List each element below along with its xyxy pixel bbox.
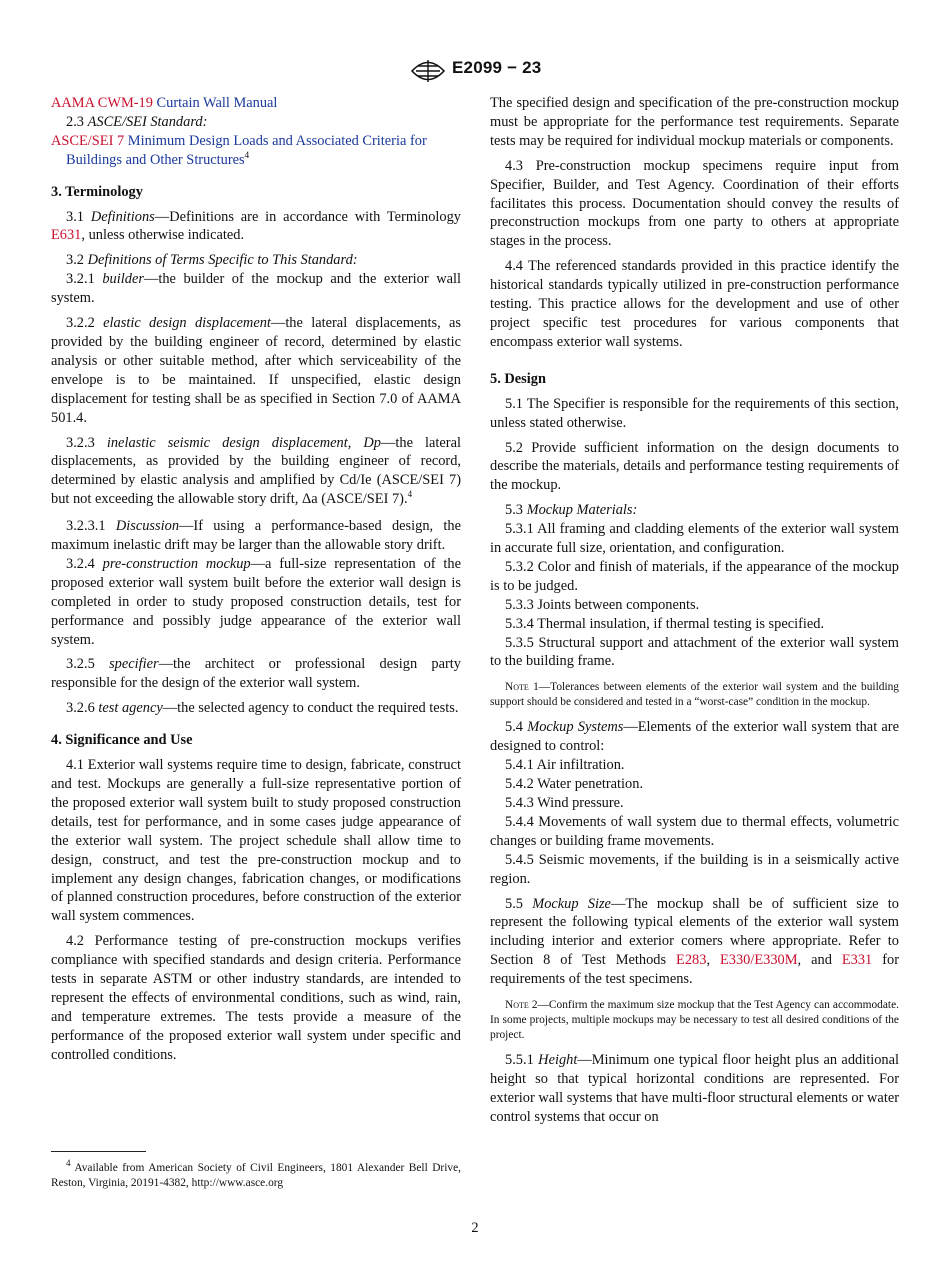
section-heading-design: 5. Design — [490, 370, 546, 387]
footnote: $^4$ Available from American Society of Civil Engineers, 1801 Alexander Bell Drive, Reston, Virginia, 20191-4382, http://www.asce.org — [51, 1158, 461, 1189]
reference-title-link[interactable]: Minimum Design Loads and Associated Criteria for Buildings and Other Structures — [66, 132, 427, 168]
paragraph-3-2: 3.2 Definitions of Terms Specific to This Standard: — [66, 252, 358, 269]
paragraph-3-2-6: 3.2.6 test agency—the selected agency to conduct the required tests. — [66, 700, 459, 717]
paragraph-5-3-1: 5.3.1 All framing and cladding elements of the exterior wall system in accurate full size, orientation, and configuration. — [490, 521, 899, 557]
link-e331[interactable]: E331 — [841, 952, 873, 969]
paragraph-4-4: 4.4 The referenced standards provided in this practice identify the historical standards typically utilized in pre-construction performance testing. This practice allows for the development and use of other project specific test procedures for various components that encompass exterior wall systems. — [490, 258, 899, 350]
paragraph-5-4-2: 5.4.2 Water penetration. — [505, 776, 644, 793]
page-header — [0, 56, 950, 86]
paragraph-5-4-5: 5.4.5 Seismic movements, if the building is in a seismically active region. — [490, 851, 899, 887]
footnote-divider — [51, 1151, 146, 1152]
paragraph-5-3: 5.3 Mockup Materials: — [505, 502, 638, 519]
paragraph-4-3: 4.3 Pre-construction mockup specimens require input from Specifier, Builder, and Test Agency. Coordination of their efforts facilitates this process. Documentation should convey the results of preconstruction mockups from one party to others at appropriate stages in the process. — [490, 157, 899, 250]
paragraph-4-1: 4.1 Exterior wall systems require time to design, fabricate, construct and test. Mockups are generally a full-size representative portion of the proposed exterior wall system built to study proposed construction details, test for performance, and in some cases judge appearance of the exterior wall system. The project schedule shall allow time to design, construct, and test the pre-construction mockup and to implement any design changes, fabrication changes, or modifications of planned construction procedures, before construction of the exterior wall system commences. — [51, 757, 461, 925]
reference-asce-sei-7 — [51, 132, 461, 170]
paragraph-5-3-5: 5.3.5 Structural support and attachment of the exterior wall system to the building frame. — [490, 634, 899, 670]
paragraph-3-2-3: 3.2.3 inelastic seismic design displacement, Dp—the lateral displacements, as provided by the building engineer of record, determined by elastic analysis and amplified by Cd/Ie (ASCE/SEI 7) but not exceeding the allowable story drift, Δa (ASCE/SEI 7).$^4$ — [51, 434, 461, 508]
paragraph-5-4-1: 5.4.1 Air infiltration. — [505, 757, 625, 774]
paragraph-4-2-continued: The specified design and specification of the pre-construction mockup must be appropriate for the performance test requirements. Separate tests may be required for individual mockup materials or components. — [490, 95, 899, 149]
left-column — [51, 94, 461, 1065]
footnote-mark: 4 — [244, 149, 250, 160]
paragraph-3-2-3-1: 3.2.3.1 Discussion—If using a performance-based design, the maximum inelastic drift may be larger than the allowable story drift. — [51, 518, 461, 554]
paragraph-3-2-5: 3.2.5 specifier—the architect or professional design party responsible for the design of the exterior wall system. — [51, 656, 461, 692]
paragraph-5-3-2: 5.3.2 Color and finish of materials, if the appearance of the mockup is to be judged. — [490, 558, 899, 594]
page-number: 2 — [471, 1220, 479, 1236]
right-column — [490, 94, 899, 1127]
paragraph-4-2: 4.2 Performance testing of pre-construction mockups verifies compliance with specified standards and design criteria. Performance tests in separate ASTM or other industry standards, are intended to represent the effects of environmental conditions, such as wind, rain, and temperature extremes. The tests provide a measure of the performance of the proposed exterior wall system under specific and controlled conditions. — [51, 933, 461, 1063]
link-e330-e330m[interactable]: E330/E330M — [720, 952, 798, 969]
paragraph-5-2: 5.2 Provide sufficient information on the design documents to describe the materials, details and performance testing requirements of the mockup. — [490, 439, 899, 494]
paragraph-5-4-3: 5.4.3 Wind pressure. — [505, 795, 624, 811]
paragraph-3-1: 3.1 Definitions—Definitions are in accordance with Terminology E631, unless otherwise indicated. — [51, 208, 462, 244]
paragraph-3-2-2: 3.2.2 elastic design displacement—the lateral displacements, as provided by the building engineer of record, determined by elastic analysis or other suitable method, after which serviceability of the envelope is to be maintained. If unspecified, elastic design displacement for testing shall be as specified in Section 7.0 of AAMA 501.4. — [51, 315, 462, 426]
paragraph-5-1: 5.1 The Specifier is responsible for the requirements of this section, unless stated otherwise. — [490, 395, 899, 431]
link-e631[interactable]: E631 — [51, 227, 82, 244]
reference-code-link[interactable]: ASCE/SEI 7 — [51, 132, 125, 149]
paragraph-3-2-1: 3.2.1 builder—the builder of the mockup and the exterior wall system. — [51, 271, 461, 307]
reference-title-link[interactable]: Curtain Wall Manual — [156, 95, 278, 111]
paragraph-3-2-4: 3.2.4 pre-construction mockup—a full-size representation of the proposed exterior wall system built before the exterior wall design is completed in order to study proposed construction details, test for performance and possibly judge appearance of the exterior wall system. — [51, 555, 461, 648]
paragraph-5-5: 5.5 Mockup Size—The mockup shall be of sufficient size to represent the following typical elements of the exterior wall system including interior and exterior comers where appropriate. Refer to Section 8 of Test Methods E283, E330/E330M, and E331 for requirements of the test specimens. — [490, 895, 899, 988]
link-e283[interactable]: E283 — [676, 952, 707, 969]
reference-aama-cwm — [51, 94, 461, 113]
reference-code-link[interactable]: AAMA CWM-19 — [51, 95, 153, 111]
paragraph-5-3-3: 5.3.3 Joints between components. — [505, 596, 700, 613]
paragraph-5-4: 5.4 Mockup Systems—Elements of the exterior wall system that are designed to control: — [490, 719, 899, 755]
note-2: Note 2—Confirm the maximum size mockup that the Test Agency can accommodate. In some projects, multiple mockups may be necessary to test all desired conditions of the project. — [490, 999, 899, 1042]
paragraph-5-4-4: 5.4.4 Movements of wall system due to thermal effects, volumetric changes or building frame movements. — [490, 813, 899, 849]
standard-designation: E2099 − 23 — [452, 58, 542, 77]
astm-logo-icon — [408, 56, 448, 86]
note-1: Note 1—Tolerances between elements of the exterior wail system and the building support should be considered and tested in a “worst-case” condition in the mockup. — [490, 681, 899, 709]
section-heading-terminology: 3. Terminology — [51, 183, 143, 200]
paragraph-5-5-1: 5.5.1 Height—Minimum one typical floor height plus an additional height so that typical horizontal conditions are represented. For exterior wall systems that have multi-floor structural elements or water control systems that occur on — [490, 1052, 899, 1125]
paragraph-5-3-4: 5.3.4 Thermal insulation, if thermal testing is specified. — [505, 615, 825, 632]
section-2-3: 2.3 ASCE/SEI Standard: — [66, 113, 208, 130]
section-heading-significance: 4. Significance and Use — [51, 732, 193, 749]
